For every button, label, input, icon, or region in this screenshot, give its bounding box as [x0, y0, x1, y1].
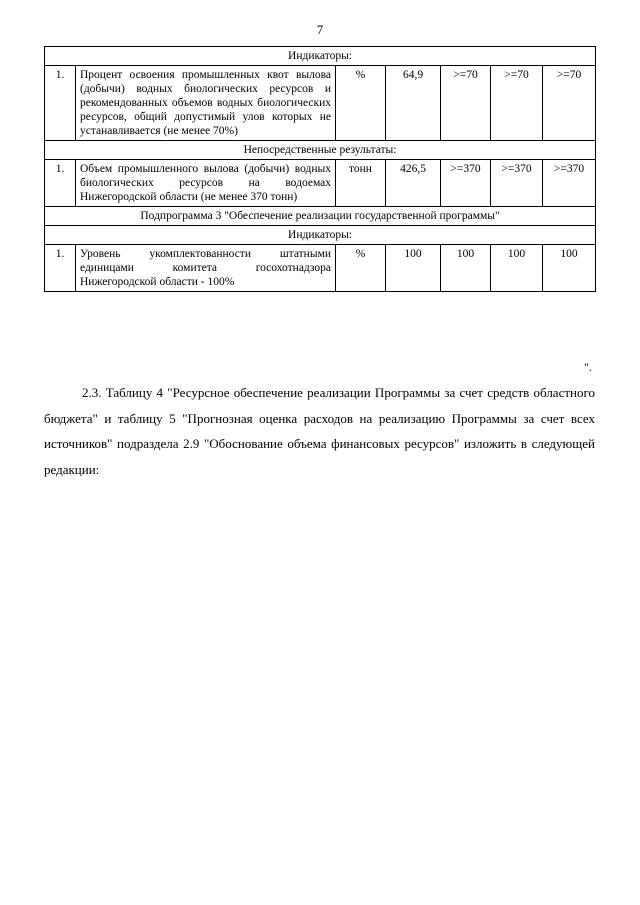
section-row [45, 141, 596, 160]
row-value: 100 [491, 245, 543, 292]
row-value: 64,9 [386, 66, 441, 141]
row-value: >=370 [441, 160, 491, 207]
table-row [45, 245, 596, 292]
closing-quote: ". [584, 360, 592, 374]
section-row [45, 47, 596, 66]
row-value: >=370 [491, 160, 543, 207]
row-value: 426,5 [386, 160, 441, 207]
table-row [45, 66, 596, 141]
indicators-table [44, 46, 596, 292]
row-description: Уровень укомплектованности штатными единицами комитета госохотнадзора Нижегородской области - 100% [76, 245, 336, 292]
section-title: Непосредственные результаты: [45, 141, 596, 160]
row-number: 1. [45, 245, 76, 292]
section-row [45, 226, 596, 245]
row-unit: % [336, 66, 386, 141]
section-title: Индикаторы: [45, 226, 596, 245]
row-value: >=70 [491, 66, 543, 141]
row-value: 100 [441, 245, 491, 292]
row-unit: % [336, 245, 386, 292]
row-description: Объем промышленного вылова (добычи) водных биологических ресурсов на водоемах Нижегородской области (не менее 370 тонн) [76, 160, 336, 207]
section-title: Индикаторы: [45, 47, 596, 66]
row-value: 100 [386, 245, 441, 292]
row-value: >=370 [543, 160, 596, 207]
row-value: >=70 [543, 66, 596, 141]
row-description: Процент освоения промышленных квот вылова (добычи) водных биологических ресурсов и рекомендованных объемов водных биологических ресурсов, общий допустимый улов которых не устанавливается (не менее 70%) [76, 66, 336, 141]
body-paragraph: 2.3. Таблицу 4 "Ресурсное обеспечение реализации Программы за счет средств областного бюджета" и таблицу 5 "Прогнозная оценка расходов на реализацию Программы за счет всех источников" подраздела 2.9 "Обоснование объема финансовых ресурсов" изложить в следующей редакции: [44, 385, 595, 477]
row-value: >=70 [441, 66, 491, 141]
row-number: 1. [45, 66, 76, 141]
row-number: 1. [45, 160, 76, 207]
page-number: 7 [316, 22, 324, 37]
table-row [45, 160, 596, 207]
subprogram-title: Подпрограмма 3 "Обеспечение реализации государственной программы" [45, 207, 596, 226]
section-row [45, 207, 596, 226]
row-unit: тонн [336, 160, 386, 207]
row-value: 100 [543, 245, 596, 292]
